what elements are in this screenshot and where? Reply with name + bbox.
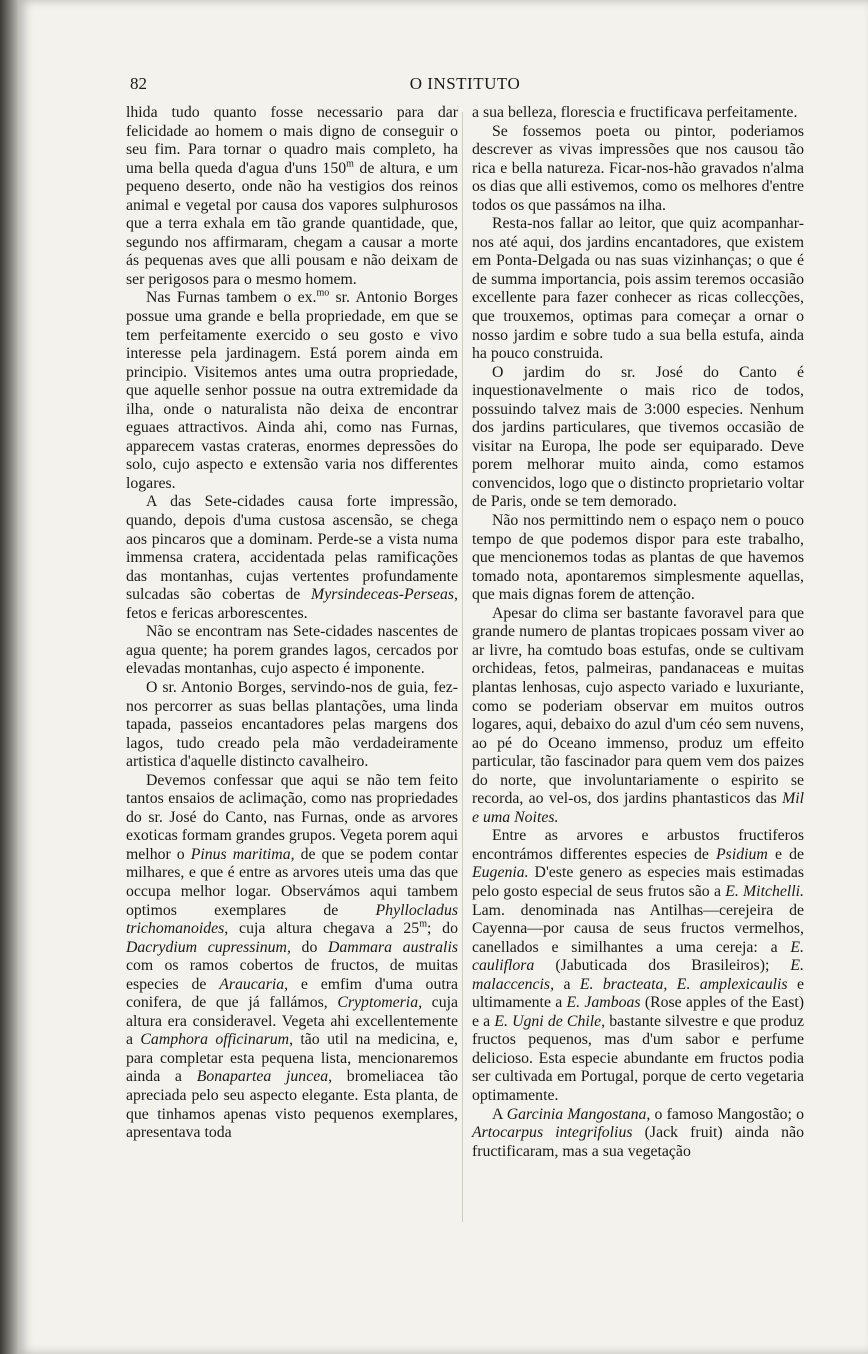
paragraph: Se fossemos poeta ou pintor, poderiamos descrever as vivas impressões que nos causou tão rica e bella natureza. Ficar-nos-hão gravados n'alma os dias que alli estivemos, como os melhores d'entre todos os que passámos na ilha. [472,122,804,214]
column-divider [462,112,463,1222]
paragraph: Não nos permittindo nem o espaço nem o pouco tempo de que podemos dispor para este trabalho, que mencionemos todas as plantas de que havemos tomado nota, apontaremos simplesmente aquellas, que mais dignas forem de attenção. [472,512,804,604]
paragraph: Nas Furnas tambem o ex.$^{mo}$ sr. Antonio Borges possue uma grande e bella propriedade, em que se tem perfeitamente exercido o seu gosto e vivo interesse pela jardinagem. Está porem ainda em principio. Visitemos antes uma outra propriedade, que aquelle senhor possue na outra extremidade da ilha, onde o naturalista não deixa de encontrar eguaes attractivos. Ainda ahi, como nas Furnas, apparecem vastas crateras, enormes depressões do solo, cujo aspecto e extensão varia nos differentes logares. [126,288,458,492]
paragraph: A Garcinia Mangostana, o famoso Mangostão; o Artocarpus integrifolius (Jack fruit) ainda não fructificaram, mas a sua vegetação [472,1105,804,1160]
paragraph: Não se encontram nas Sete-cidades nascentes de agua quente; ha porem grandes lagos, cercados por elevadas montanhas, cujo aspecto é imponente. [126,623,458,678]
paragraph: O jardim do sr. José do Canto é inquestionavelmente o mais rico de todos, possuindo talvez mais de 3:000 especies. Nenhum dos jardins particulares, que tivemos occasião de visitar na Europa, lhe pode ser equiparado. Deve porem melhorar muito ainda, como estamos convencidos, logo que o distincto proprietario voltar de Paris, onde se tem demorado. [472,363,804,511]
paragraph: A das Sete-cidades causa forte impressão, quando, depois d'uma custosa ascensão, se chega aos pincaros que a dominam. Perde-se a vista numa immensa cratera, accidentada pelas ramificações das montanhas, cujas vertentes profundamente sulcadas são cobertas de Myrsindeceas-Perseas, fetos e fericas arborescentes. [126,493,458,622]
running-head: O INSTITUTO [409,74,521,93]
left-column [126,104,458,1143]
paragraph: Apesar do clima ser bastante favoravel para que grande numero de plantas tropicaes possam viver ao ar livre, ha comtudo boas estufas, onde se cultivam orchideas, fetos, palmeiras, pandanaceas e muitas plantas lenhosas, cujo aspecto variado e luxuriante, como se poderiam observar em muitos outros logares, aqui, debaixo do azul d'um céo sem nuvens, ao pé do Oceano immenso, produz um effeito particular, tão fascinador para quem vem dos paizes do norte, que involuntariamente o espirito se recorda, ao vel-os, dos jardins phantasticos das Mil e uma Noites. [472,604,804,826]
paragraph: Resta-nos fallar ao leitor, que quiz acompanhar-nos até aqui, dos jardins encantadores, que existem em Ponta-Delgada ou nas suas vizinhanças; o que é de summa importancia, pois assim teremos occasião excellente para fazer conhecer as ricas collecções, que trouxemos, optimas para começar a ornar o nosso jardim e sobre tudo a sua bella estufa, ainda ha pouco construida. [472,215,804,363]
page-number: 82 [130,74,147,93]
paragraph: lhida tudo quanto fosse necessario para dar felicidade ao homem o mais digno de conseguir o seu fim. Para tornar o quadro mais completo, ha uma bella queda d'agua d'uns 150$^m$ de altura, e um pequeno deserto, onde não ha vestigios dos reinos animal e vegetal por causa dos vapores sulphurosos que a terra exhala em tão grande quantidade, que, segundo nos affirmaram, chegam a causar a morte ás pequenas aves que alli pousam e não deixam de ser perigosos para o mesmo homem. [126,104,458,288]
paragraph: a sua belleza, florescia e fructificava perfeitamente. [472,104,798,121]
paragraph: Devemos confessar que aqui se não tem feito tantos ensaios de aclimação, como nas propriedades do sr. José do Canto, nas Furnas, onde as arvores exoticas formam grandes grupos. Vegeta porem aqui melhor o Pinus maritima, de que se podem contar milhares, e que é entre as arvores uteis uma das que occupa melhor logar. Observámos aqui tambem optimos exemplares de Phyllocladus trichomanoides, cuja altura chegava a 25$^m$; do Dacrydium cupressinum, do Dammara australis com os ramos cobertos de fructos, de muitas especies de Araucaria, e emfim d'uma outra conifera, de que já fallámos, Cryptomeria, cuja altura era consideravel. Vegeta ahi excellentemente a Camphora officinarum, tão util na medicina, e, para completar esta pequena lista, mencionaremos ainda a Bonapartea juncea, bromeliacea tão apreciada pelo seu aspecto elegante. Esta planta, de que tinhamos apenas visto pequenos exemplares, apresentava toda [126,771,459,1142]
right-column [472,104,804,1161]
paragraph: Entre as arvores e arbustos fructiferos encontrámos differentes especies de Psidium e de Eugenia. D'este genero as especies mais estimadas pelo gosto especial de seus frutos são a E. Mitchelli. Lam. denominada nas Antilhas—cerejeira de Cayenna—por causa de seus fructos vermelhos, canellados e similhantes a uma cereja: a E. cauliflora (Jabuticada dos Brasileiros); E. malaccencis, a E. bracteata, E. amplexicaulis e ultimamente a E. Jamboas (Rose apples of the East) e a E. Ugni de Chile, bastante silvestre e que produz fructos pequenos, mas d'um sabor e perfume delicioso. Esta especie abundante em fructos podia ser cultivada em Portugal, porque de certo vegetaria optimamente. [472,827,805,1104]
paragraph: O sr. Antonio Borges, servindo-nos de guia, fez-nos percorrer as suas bellas plantações, uma linda tapada, passeios encantadores pelas margens dos lagos, tudo creado pela mão verdadeiramente artistica d'aquelle distincto cavalheiro. [126,678,458,771]
page-header [130,74,800,98]
book-gutter [0,0,18,1354]
